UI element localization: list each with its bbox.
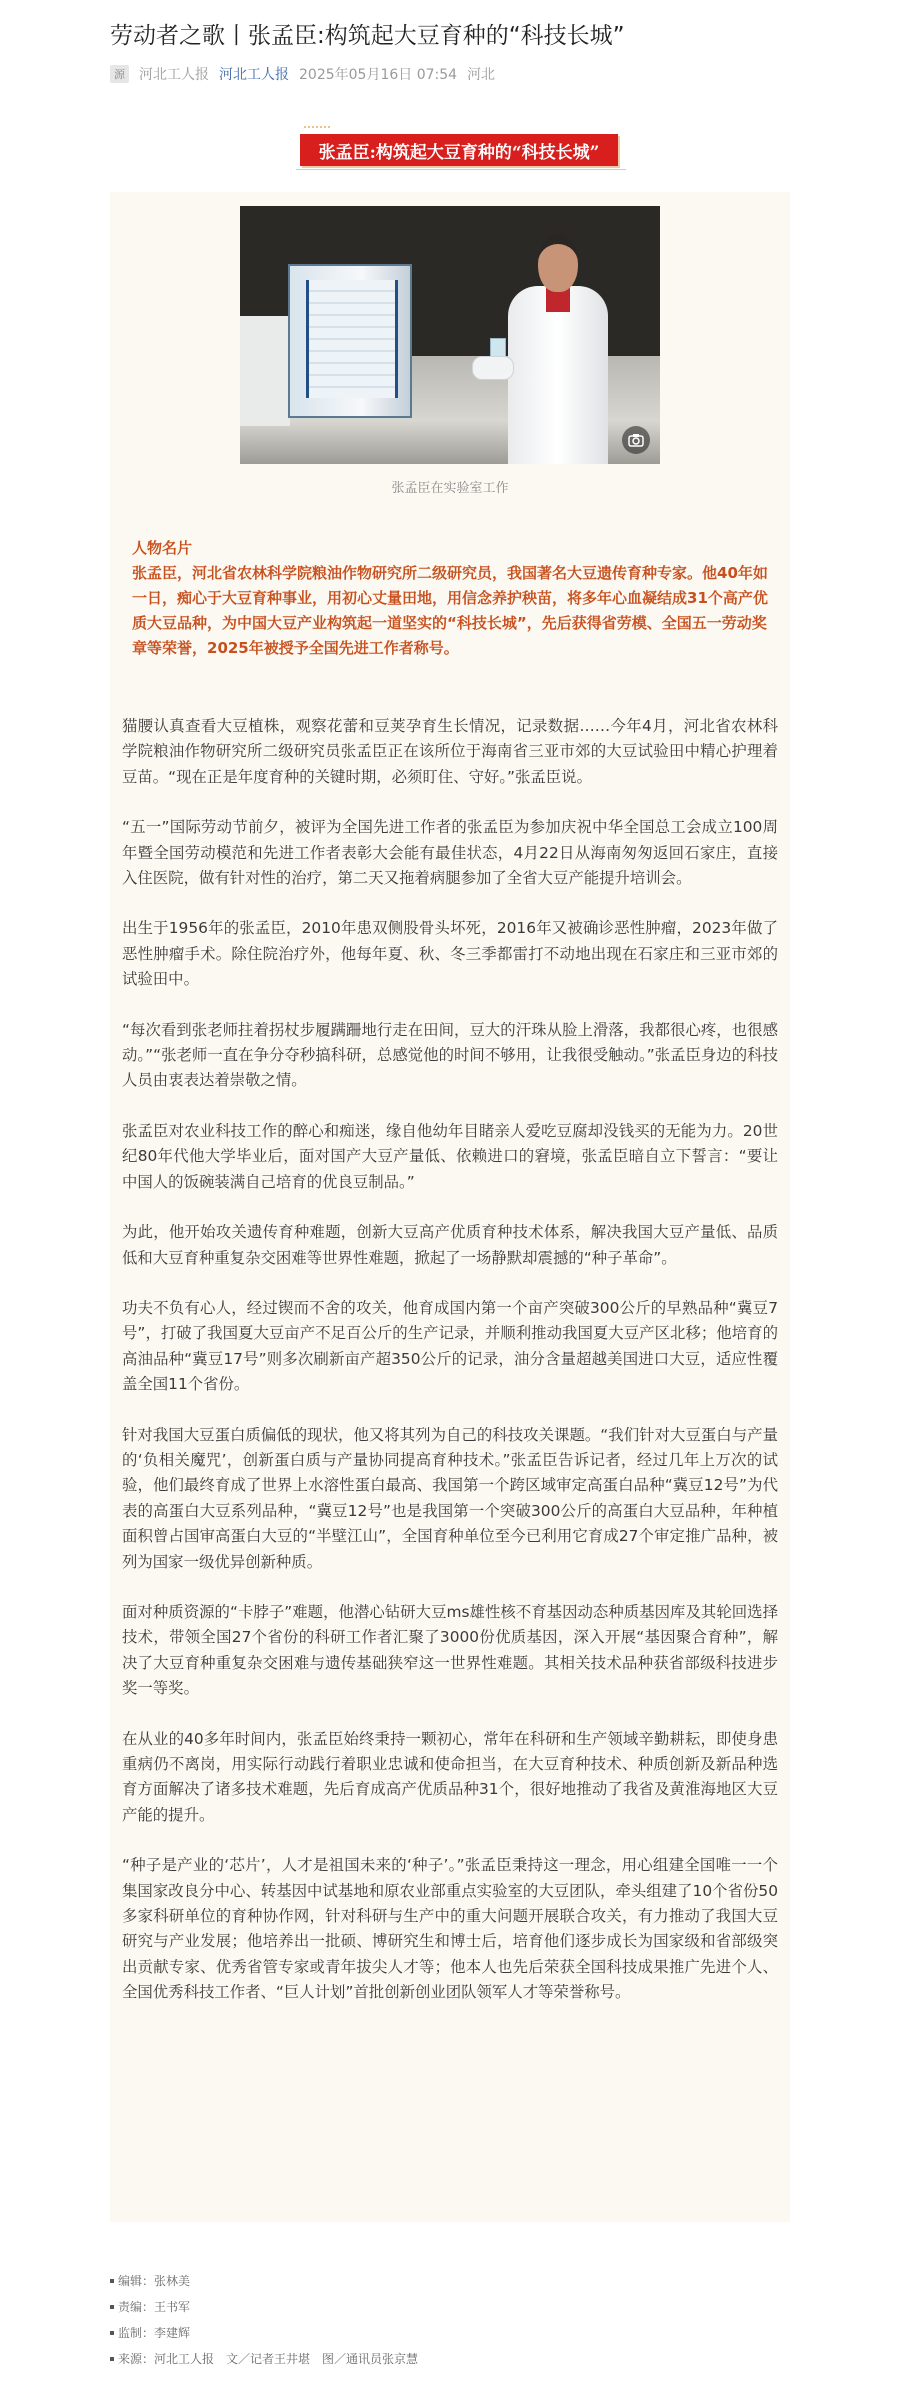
region-label: 河北 bbox=[467, 67, 496, 83]
body-paragraph: 在从业的40多年时间内，张孟臣始终秉持一颗初心，常年在科研和生产领域辛勤耕耘，即使身患重病仍不离岗，用实际行动践行着职业忠诚和使命担当，在大豆育种技术、种质创新及新品种选育方面解决了诸多技术难题，先后育成高产优质品种31个，很好地推动了我省及黄淮海地区大豆产能的提升。 bbox=[122, 1729, 778, 1824]
headline-banner: 张孟臣:构筑起大豆育种的“科技长城” bbox=[300, 134, 618, 166]
footer-label: 监制： bbox=[118, 2326, 155, 2340]
camera-icon[interactable] bbox=[622, 426, 650, 454]
footer-row bbox=[110, 2268, 830, 2294]
article-body bbox=[122, 714, 778, 2031]
footer-label: 编辑： bbox=[118, 2274, 155, 2288]
lab-photo[interactable] bbox=[240, 206, 660, 464]
profile-text: 张孟臣，河北省农林科学院粮油作物研究所二级研究员，我国著名大豆遗传育种专家。他40年如一日，痴心于大豆育种事业，用初心丈量田地，用信念养护秧苗，将多年心血凝结成31个高产优质大豆品种，为中国大豆产业构筑起一道坚实的“科技长城”，先后获得省劳模、全国五一劳动奖章等荣誉，2025年被授予全国先进工作者称号。 bbox=[132, 564, 768, 657]
body-paragraph: 面对种质资源的“卡脖子”难题，他潜心钻研大豆ms雄性核不育基因动态种质基因库及其轮回选择技术，带领全国27个省份的科研工作者汇聚了3000份优质基因，深入开展“基因聚合育种”，解决了大豆育种重复杂交困难与遗传基础狭窄这一世界性难题。其相关技术品种获省部级科技进步奖一等奖。 bbox=[122, 1602, 778, 1698]
footer-value: 李建辉 bbox=[154, 2326, 191, 2340]
footer-label: 来源： bbox=[118, 2352, 155, 2366]
footer-row bbox=[110, 2294, 830, 2320]
body-paragraph: 功夫不负有心人，经过锲而不舍的攻关，他育成国内第一个亩产突破300公斤的早熟品种“冀豆7号”，打破了我国夏大豆亩产不足百公斤的生产记录，并顺利推动我国夏大豆产区北移；他培育的高油品种“冀豆17号”则多次刷新亩产超350公斤的记录，油分含量超越美国进口大豆，适应性覆盖全国11个省份。 bbox=[122, 1298, 778, 1394]
photo-lab-equipment bbox=[288, 264, 412, 418]
body-paragraph: “每次看到张老师拄着拐杖步履蹒跚地行走在田间，豆大的汗珠从脸上滑落，我都很心疼，也很感动。”“张老师一直在争分夺秒搞科研，总感觉他的时间不够用，让我很受触动。”张孟臣身边的科技人员由衷表达着崇敬之情。 bbox=[122, 1020, 778, 1090]
footer-row bbox=[110, 2320, 830, 2346]
bullet-square-icon bbox=[110, 2305, 114, 2309]
footer-row bbox=[110, 2346, 830, 2372]
body-paragraph: 为此，他开始攻关遗传育种难题，创新大豆高产优质育种技术体系，解决我国大豆产量低、品质低和大豆育种重复杂交困难等世界性难题，掀起了一场静默却震撼的“种子革命”。 bbox=[122, 1223, 778, 1267]
headline-banner-wrap bbox=[296, 124, 626, 172]
bullet-square-icon bbox=[110, 2331, 114, 2335]
footer-value: 张林美 bbox=[154, 2274, 191, 2288]
photo-head bbox=[538, 234, 578, 292]
banner-underline bbox=[296, 169, 626, 170]
profile-card bbox=[132, 536, 768, 661]
article-content bbox=[110, 192, 790, 2222]
footer-value: 河北工人报 文／记者王井堪 图／通讯员张京慧 bbox=[154, 2352, 419, 2366]
source-link[interactable]: 河北工人报 bbox=[219, 67, 289, 83]
body-paragraph: 猫腰认真查看大豆植株，观察花蕾和豆荚孕育生长情况，记录数据……今年4月，河北省农林科学院粮油作物研究所二级研究员张孟臣正在该所位于海南省三亚市郊的大豆试验田中精心护理着豆苗。“现在正是年度育种的关键时期，必须盯住、守好。”张孟臣说。 bbox=[122, 717, 778, 786]
bullet-square-icon bbox=[110, 2357, 114, 2361]
profile-heading: 人物名片 bbox=[132, 539, 193, 557]
body-paragraph: 出生于1956年的张孟臣，2010年患双侧股骨头坏死，2016年又被确诊恶性肿瘤，2023年做了恶性肿瘤手术。除住院治疗外，他每年夏、秋、冬三季都雷打不动地出现在石家庄和三亚市郊的试验田中。 bbox=[122, 919, 778, 989]
photo-lab-coat bbox=[508, 286, 608, 464]
body-paragraph: “五一”国际劳动节前夕，被评为全国先进工作者的张孟臣为参加庆祝中华全国总工会成立100周年暨全国劳动模范和先进工作者表彰大会能有最佳状态，4月22日从海南匆匆返回石家庄，直接入住医院，做有针对性的治疗，第二天又拖着病腿参加了全省大豆产能提升培训会。 bbox=[122, 818, 778, 888]
photo-gloved-hands bbox=[472, 356, 514, 380]
photo-equipment-panel bbox=[306, 280, 398, 398]
footer-label: 责编： bbox=[118, 2300, 155, 2314]
body-paragraph: 张孟臣对农业科技工作的醉心和痴迷，缘自他幼年目睹亲人爱吃豆腐却没钱买的无能为力。20世纪80年代他大学毕业后，面对国产大豆产量低、依赖进口的窘境，张孟臣暗自立下誓言：“要让中国人的饭碗装满自己培育的优良豆制品。” bbox=[122, 1121, 778, 1191]
page-title: 劳动者之歌丨张孟臣:构筑起大豆育种的“科技长城” bbox=[110, 23, 625, 49]
article-footer bbox=[110, 2268, 830, 2372]
bullet-square-icon bbox=[110, 2279, 114, 2283]
body-paragraph: 针对我国大豆蛋白质偏低的现状，他又将其列为自己的科技攻关课题。“我们针对大豆蛋白与产量的‘负相关魔咒’，创新蛋白质与产量协同提高育种技术。”张孟臣告诉记者，经过几年上万次的试验，他们最终育成了世界上水溶性蛋白最高、我国第一个跨区域审定高蛋白品种“冀豆12号”为代表的高蛋白大豆系列品种，“冀豆12号”也是我国第一个突破300公斤的高蛋白大豆品种，年种植面积曾占国审高蛋白大豆的“半壁江山”，全国育种单位至今已利用它育成27个审定推广品种，被列为国家一级优异创新种质。 bbox=[122, 1425, 778, 1571]
article-meta bbox=[110, 64, 495, 84]
photo-cabinet bbox=[240, 316, 290, 426]
source-name: 河北工人报 bbox=[139, 67, 209, 83]
footer-value: 王书军 bbox=[154, 2300, 191, 2314]
photo-caption: 张孟臣在实验室工作 bbox=[391, 481, 509, 496]
photo-scientist bbox=[508, 234, 608, 464]
source-tag: 源 bbox=[110, 65, 129, 83]
publish-datetime: 2025年05月16日 07:54 bbox=[299, 67, 458, 83]
body-paragraph: “种子是产业的‘芯片’，人才是祖国未来的‘种子’。”张孟臣秉持这一理念，用心组建全国唯一一个集国家改良分中心、转基因中试基地和原农业部重点实验室的大豆团队，牵头组建了10个省份50多家科研单位的育种协作网，针对科研与生产中的重大问题开展联合攻关，有力推动了我国大豆研究与产业发展；他培养出一批硕、博研究生和博士后，培育他们逐步成长为国家级和省部级突出贡献专家、优秀省管专家或青年拔尖人才等；他本人也先后荣获全国科技成果推广先进个人、全国优秀科技工作者、“巨人计划”首批创新创业团队领军人才等荣誉称号。 bbox=[122, 1856, 778, 2002]
